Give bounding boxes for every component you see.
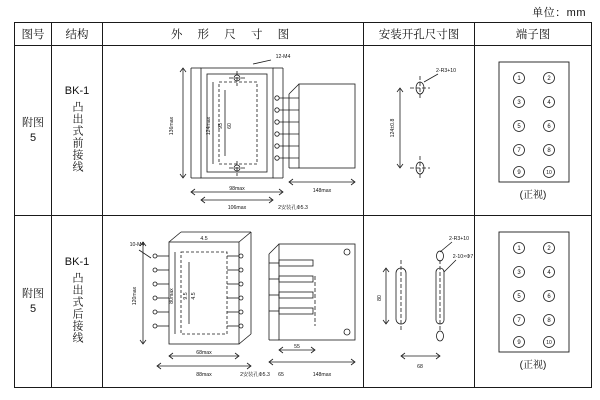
- header-terminal: 端子图: [475, 23, 592, 46]
- terminal-num-8: 8: [547, 318, 551, 324]
- mount-hole-note-2: 2-R3+10: [448, 236, 470, 242]
- terminal-num-8: 8: [547, 148, 551, 154]
- dim-bottom-w2-2: 88max: [196, 372, 212, 378]
- terminal-drawing-cell-1: [475, 46, 592, 216]
- dim-inner-small2-1: 60: [227, 123, 233, 129]
- fig-no-label-1: 附图: [22, 116, 44, 129]
- structure-label-1: 凸出式前接线: [71, 100, 84, 173]
- terminal-drawing-cell-2: [475, 216, 592, 388]
- mount-height-2: 80: [377, 295, 383, 301]
- mounting-svg-1: [364, 46, 474, 214]
- terminal-num-4: 4: [547, 270, 551, 276]
- dim-inner-small-1: 93: [218, 123, 224, 129]
- terminal-num-10: 10: [546, 170, 552, 176]
- terminal-num-3: 3: [517, 100, 521, 106]
- terminal-caption-2: (正视): [519, 360, 547, 371]
- unit-note: 单位：mm: [532, 7, 586, 19]
- terminal-caption-1: (正视): [519, 190, 547, 201]
- mount-height-1: 124±0.8: [390, 118, 396, 138]
- dim-inner-mark3-2: 4.5: [200, 236, 208, 242]
- dim-inner-mark2-2: 4.5: [191, 292, 197, 300]
- mounting-drawing-cell-2: [364, 216, 475, 388]
- terminal-num-7: 7: [517, 148, 521, 154]
- outline-drawing-cell-1: [103, 46, 364, 216]
- fig-no-value-2: 5: [29, 302, 37, 315]
- model-label-2: BK-1: [64, 256, 90, 269]
- dim-top-note-1: 12-M4: [275, 54, 291, 60]
- terminal-num-4: 4: [547, 100, 551, 106]
- header-mounting: 安装开孔尺寸图: [364, 23, 475, 46]
- header-fig-no: 图号: [15, 23, 52, 46]
- dimension-table: [14, 22, 592, 388]
- dim-left-height-2: 120max: [132, 286, 138, 306]
- outline-svg-2: [103, 216, 363, 386]
- dim-left-height-1: 136max: [169, 116, 175, 136]
- mounting-drawing-1: [364, 46, 474, 215]
- terminal-num-1: 1: [517, 246, 521, 252]
- dim-mid-w1-2: 55: [294, 344, 300, 350]
- terminal-num-5: 5: [517, 294, 521, 300]
- mount-slot-note-2: 2-10×Φ7: [452, 254, 474, 260]
- terminal-drawing-1: [475, 46, 591, 215]
- header-outline: 外 形 尺 寸 图: [103, 23, 364, 46]
- dim-bottom-w2-1: 98max: [229, 186, 245, 192]
- fig-no-cell-2: [15, 216, 52, 388]
- mounting-drawing-cell-1: [364, 46, 475, 216]
- dim-inner-mark-2: 9.5: [183, 292, 189, 300]
- model-label-1: BK-1: [64, 85, 90, 98]
- dim-inner-height-1: 124max: [206, 116, 212, 136]
- terminal-num-2: 2: [547, 76, 551, 82]
- dim-bottom-w1-1: 106max: [227, 205, 247, 211]
- structure-cell-2: [52, 216, 103, 388]
- terminal-num-5: 5: [517, 124, 521, 130]
- terminal-num-3: 3: [517, 270, 521, 276]
- dim-screw-1: 2安装孔Φ5.3: [278, 205, 308, 211]
- table-body: [15, 46, 592, 388]
- dim-bottom-w1-2: 68max: [196, 350, 212, 356]
- mounting-svg-2: [364, 216, 474, 386]
- terminal-num-2: 2: [547, 246, 551, 252]
- mount-hole-note-1: 2-R3+10: [435, 68, 457, 74]
- terminal-num-9: 9: [517, 340, 521, 346]
- outline-drawing-2: [103, 216, 363, 387]
- terminal-num-6: 6: [547, 124, 551, 130]
- terminal-num-1: 1: [517, 76, 521, 82]
- terminal-num-9: 9: [517, 170, 521, 176]
- header-structure: 结构: [52, 23, 103, 46]
- terminal-num-10: 10: [546, 340, 552, 346]
- dim-left-note-2: 10-M4: [129, 242, 145, 248]
- mount-width-2: 68: [417, 364, 423, 370]
- terminal-drawing-2: [475, 216, 591, 387]
- table-row: [15, 216, 592, 388]
- terminal-num-7: 7: [517, 318, 521, 324]
- mounting-drawing-2: [364, 216, 474, 387]
- fig-no-value-1: 5: [29, 131, 37, 144]
- fig-no-label-2: 附图: [22, 287, 44, 300]
- outline-drawing-1: [103, 46, 363, 215]
- fig-no-cell-1: [15, 46, 52, 216]
- dim-screw-2: 2安装孔Φ5.3: [240, 372, 270, 378]
- table-row: [15, 46, 592, 216]
- dim-mid-w2-2: 65: [278, 372, 284, 378]
- dim-inner-height-2: 80max: [169, 288, 175, 304]
- structure-cell-1: [52, 46, 103, 216]
- header-row: [15, 23, 592, 46]
- terminal-num-6: 6: [547, 294, 551, 300]
- dim-right-width-2: 148max: [312, 372, 332, 378]
- outline-svg-1: [103, 46, 363, 214]
- structure-label-2: 凸出式后接线: [71, 271, 84, 344]
- dim-right-width-1: 148max: [312, 188, 332, 194]
- outline-drawing-cell-2: [103, 216, 364, 388]
- table-head: [15, 23, 592, 46]
